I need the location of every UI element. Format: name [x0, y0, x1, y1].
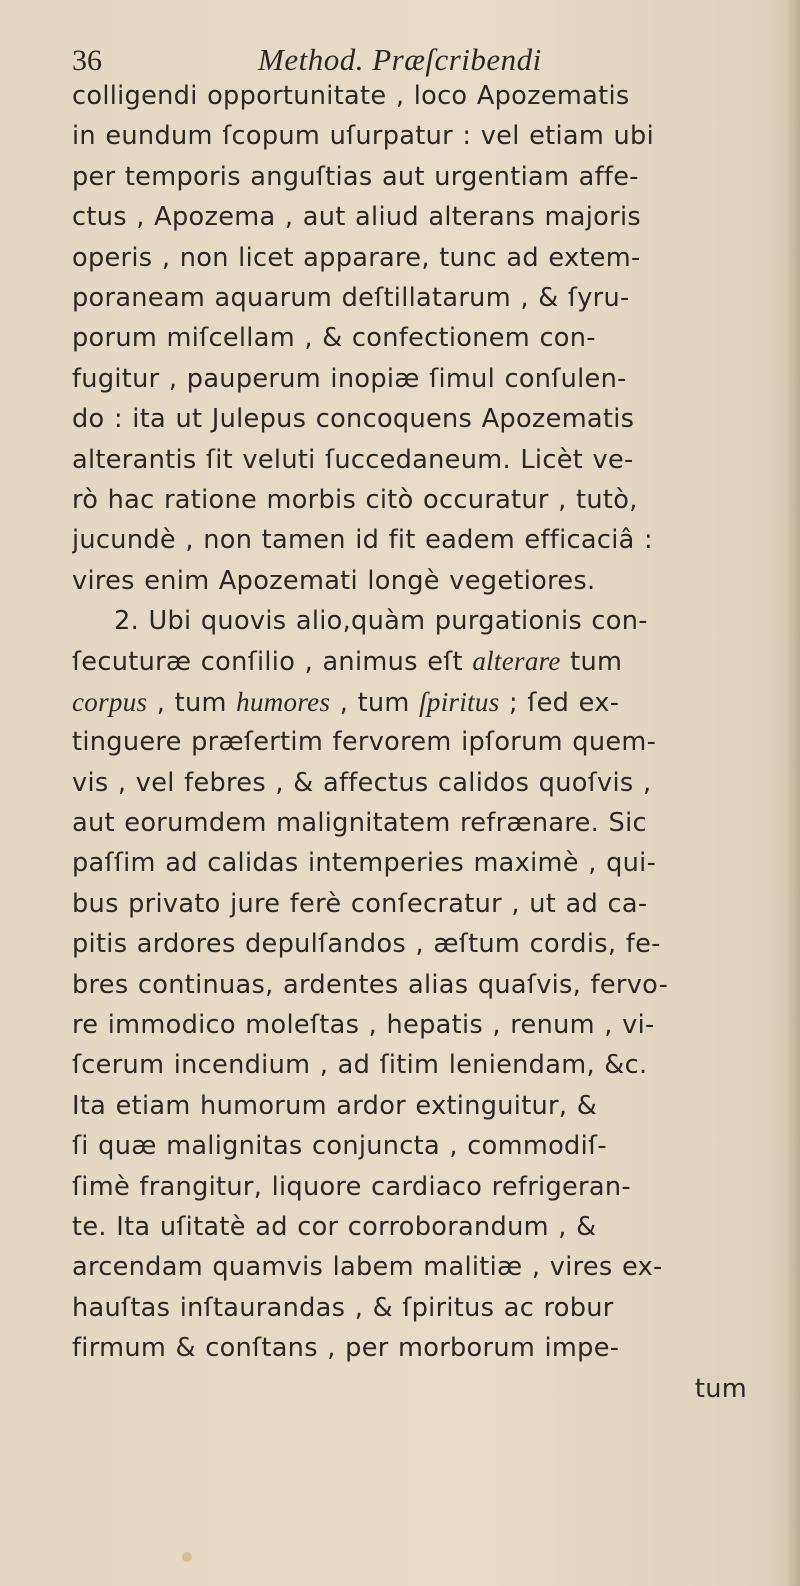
text-line: firmum & conſtans , per morborum impe- — [72, 1333, 620, 1364]
text-line: vires enim Apozemati longè vegetiores. — [72, 565, 596, 596]
italic-word: corpus — [72, 686, 148, 717]
italic-word: humores — [236, 686, 331, 717]
paragraph-2-first-line: 2. Ubi quovis alio,quàm purgationis con- — [114, 606, 648, 637]
text-line: in eundum ſcopum uſurpatur : vel etiam ubi — [72, 121, 654, 152]
text-line: porum miſcellam , & confectionem con- — [72, 323, 596, 354]
text-line: bres continuas, ardentes alias quaſvis, fervo- — [72, 969, 669, 1000]
text-line: colligendi opportunitate , loco Apozematis — [72, 81, 630, 111]
text-run: ſecuturæ conſilio , animus eſt — [72, 647, 463, 678]
text-run: ; ſed ex- — [508, 687, 620, 718]
italic-word: alterare — [472, 646, 561, 677]
text-line: poraneam aquarum deſtillatarum , & ſyru- — [72, 282, 630, 313]
text-line: ſcerum incendium , ad ſitim leniendam, &c. — [72, 1050, 648, 1081]
text-line: do : ita ut Julepus concoquens Apozematis — [72, 404, 635, 435]
text-run: , tum — [339, 687, 410, 718]
text-run: , tum — [156, 687, 227, 718]
text-line: re immodico moleſtas , hepatis , renum , vi- — [72, 1009, 655, 1040]
running-head: Method. Præſcribendi — [258, 42, 542, 77]
paper-stain — [182, 1552, 192, 1562]
catchword: tum — [694, 1373, 747, 1404]
text-line: tinguere præſertim fervorem ipſorum quem- — [72, 727, 657, 758]
text-line: arcendam quamvis labem malitiæ , vires ex- — [72, 1252, 663, 1283]
text-line: per temporis anguſtias aut urgentiam affe- — [72, 161, 639, 192]
text-line: rò hac ratione morbis citò occuratur , tutò, — [72, 484, 638, 515]
text-line: paſſim ad calidas intemperies maximè , qui- — [72, 848, 657, 879]
text-line-mixed — [72, 641, 777, 681]
text-line-mixed — [72, 682, 777, 722]
page-number: 36 — [72, 44, 102, 77]
text-line: ctus , Apozema , aut aliud alterans majoris — [72, 202, 641, 233]
italic-word: ſpiritus — [419, 686, 500, 717]
text-run: tum — [570, 647, 623, 678]
text-line: aut eorumdem malignitatem refrænare. Sic — [72, 808, 647, 839]
text-line: vis , vel febres , & affectus calidos quoſvis , — [72, 767, 652, 798]
text-line: bus privato jure ferè conſecratur , ut ad ca- — [72, 888, 648, 919]
text-line: fugitur , pauperum inopiæ ſimul conſulen- — [72, 363, 627, 394]
text-line: ſi quæ malignitas conjuncta , commodiſ- — [72, 1131, 607, 1162]
text-line: hauſtas inſtaurandas , & ſpiritus ac robur — [72, 1292, 614, 1323]
text-line: te. Ita uſitatè ad cor corroborandum , & — [72, 1211, 597, 1242]
text-line: Ita etiam humorum ardor extinguitur, & — [72, 1090, 598, 1121]
text-line: alterantis ſit veluti ſuccedaneum. Licèt ve- — [72, 444, 634, 475]
page-fold-shadow — [786, 0, 800, 1586]
text-line: pitis ardores depulſandos , æſtum cordis, fe- — [72, 929, 661, 960]
text-line: ſimè frangitur, liquore cardiaco refrigeran- — [72, 1171, 631, 1202]
body-text — [72, 76, 777, 1409]
text-line: jucundè , non tamen id fit eadem efficaciâ : — [72, 525, 653, 556]
text-line: operis , non licet apparare, tunc ad extem- — [72, 242, 641, 273]
